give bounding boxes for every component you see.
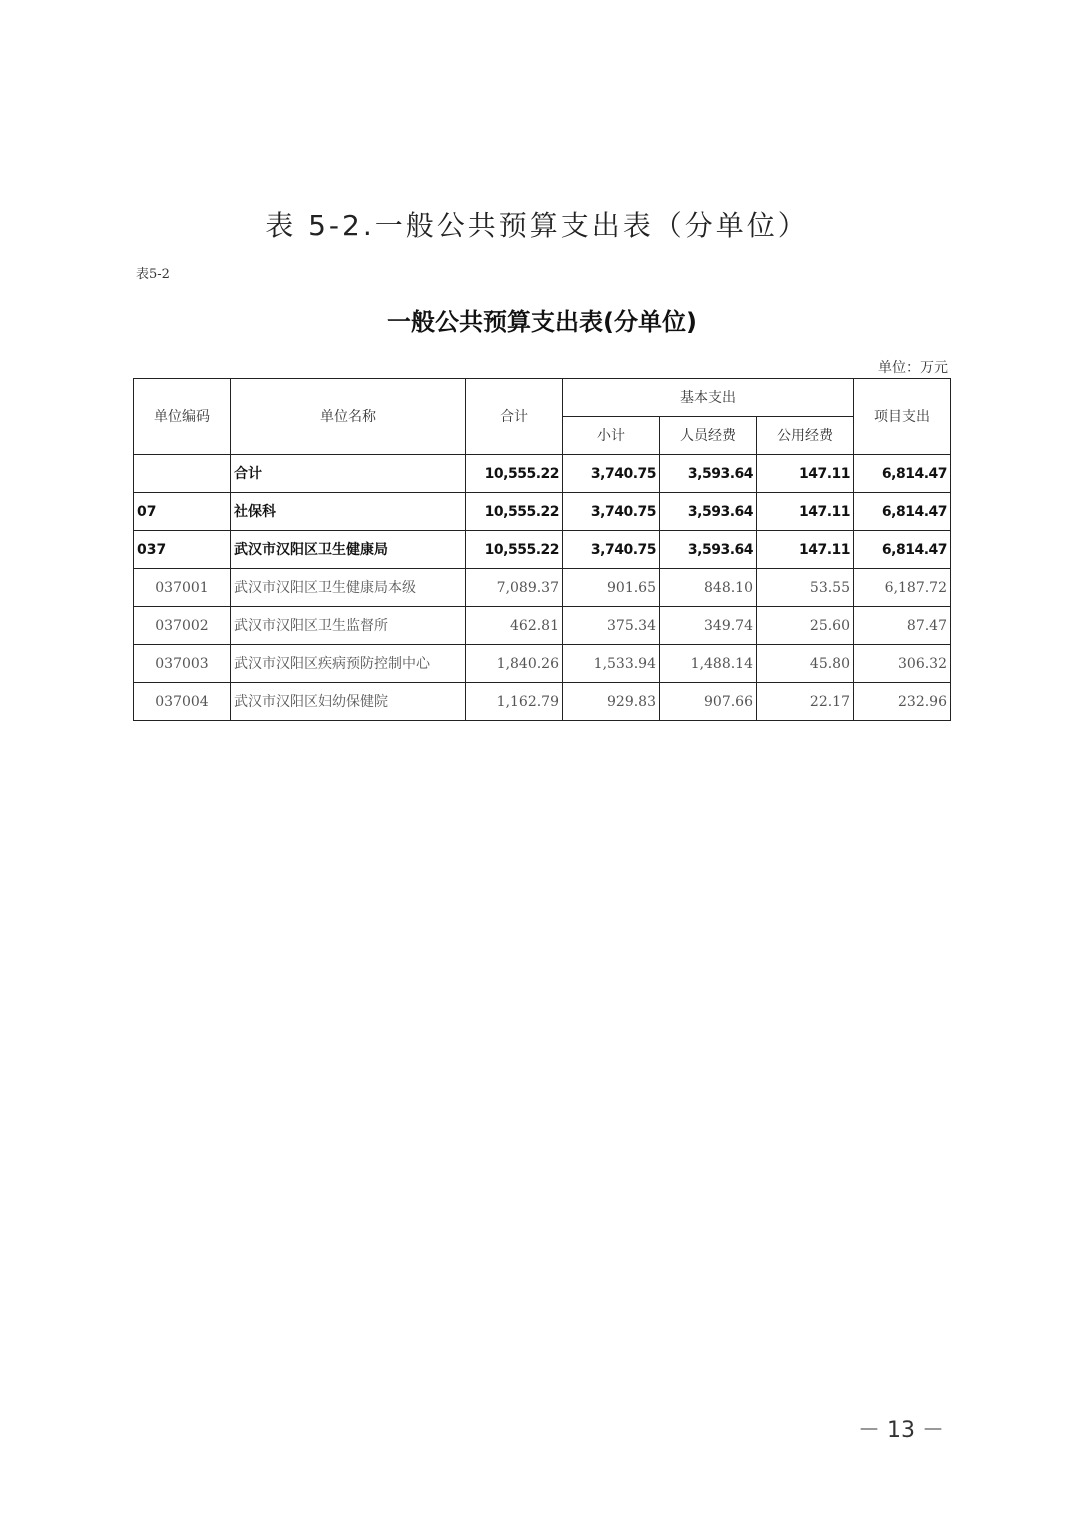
cell-project: 232.96 — [854, 683, 951, 721]
cell-name: 社保科 — [231, 493, 466, 531]
cell-code — [134, 455, 231, 493]
budget-table — [133, 378, 951, 721]
cell-personnel: 3,593.64 — [660, 455, 757, 493]
cell-public: 147.11 — [757, 493, 854, 531]
header-basic: 基本支出 — [563, 379, 854, 417]
cell-personnel: 349.74 — [660, 607, 757, 645]
cell-project: 6,814.47 — [854, 531, 951, 569]
cell-subtotal: 901.65 — [563, 569, 660, 607]
cell-name: 合计 — [231, 455, 466, 493]
table-row — [134, 531, 951, 569]
cell-subtotal: 3,740.75 — [563, 493, 660, 531]
page-number: － 13 － — [858, 1418, 944, 1443]
cell-total: 7,089.37 — [466, 569, 563, 607]
cell-project: 6,814.47 — [854, 493, 951, 531]
table-title: 一般公共预算支出表(分单位) — [387, 308, 697, 336]
header-project: 项目支出 — [854, 379, 951, 455]
cell-code: 07 — [134, 493, 231, 531]
cell-name: 武汉市汉阳区疾病预防控制中心 — [231, 645, 466, 683]
cell-name: 武汉市汉阳区卫生健康局本级 — [231, 569, 466, 607]
cell-public: 53.55 — [757, 569, 854, 607]
cell-total: 10,555.22 — [466, 493, 563, 531]
cell-personnel: 3,593.64 — [660, 493, 757, 531]
table-reference: 表5-2 — [136, 267, 170, 282]
cell-code: 037004 — [134, 683, 231, 721]
cell-project: 6,814.47 — [854, 455, 951, 493]
cell-total: 1,840.26 — [466, 645, 563, 683]
cell-subtotal: 929.83 — [563, 683, 660, 721]
cell-total: 10,555.22 — [466, 531, 563, 569]
cell-subtotal: 1,533.94 — [563, 645, 660, 683]
cell-personnel: 848.10 — [660, 569, 757, 607]
cell-personnel: 907.66 — [660, 683, 757, 721]
cell-code: 037001 — [134, 569, 231, 607]
table-row — [134, 569, 951, 607]
cell-public: 45.80 — [757, 645, 854, 683]
cell-public: 22.17 — [757, 683, 854, 721]
cell-subtotal: 3,740.75 — [563, 531, 660, 569]
cell-total: 462.81 — [466, 607, 563, 645]
cell-personnel: 1,488.14 — [660, 645, 757, 683]
cell-code: 037002 — [134, 607, 231, 645]
header-name: 单位名称 — [231, 379, 466, 455]
header-personnel: 人员经费 — [660, 417, 757, 455]
cell-code: 037 — [134, 531, 231, 569]
table-row — [134, 645, 951, 683]
cell-public: 147.11 — [757, 531, 854, 569]
table-row — [134, 607, 951, 645]
cell-name: 武汉市汉阳区卫生健康局 — [231, 531, 466, 569]
cell-code: 037003 — [134, 645, 231, 683]
cell-public: 25.60 — [757, 607, 854, 645]
unit-note: 单位：万元 — [878, 360, 948, 376]
cell-project: 87.47 — [854, 607, 951, 645]
header-code: 单位编码 — [134, 379, 231, 455]
header-total: 合计 — [466, 379, 563, 455]
table-row — [134, 493, 951, 531]
cell-personnel: 3,593.64 — [660, 531, 757, 569]
cell-name: 武汉市汉阳区妇幼保健院 — [231, 683, 466, 721]
cell-subtotal: 3,740.75 — [563, 455, 660, 493]
cell-total: 1,162.79 — [466, 683, 563, 721]
cell-name: 武汉市汉阳区卫生监督所 — [231, 607, 466, 645]
cell-public: 147.11 — [757, 455, 854, 493]
table-row — [134, 683, 951, 721]
table-row-grand-total — [134, 455, 951, 493]
cell-project: 306.32 — [854, 645, 951, 683]
cell-total: 10,555.22 — [466, 455, 563, 493]
header-public: 公用经费 — [757, 417, 854, 455]
cell-subtotal: 375.34 — [563, 607, 660, 645]
header-subtotal: 小计 — [563, 417, 660, 455]
cell-project: 6,187.72 — [854, 569, 951, 607]
page-heading: 表 5-2.一般公共预算支出表（分单位） — [265, 209, 809, 242]
